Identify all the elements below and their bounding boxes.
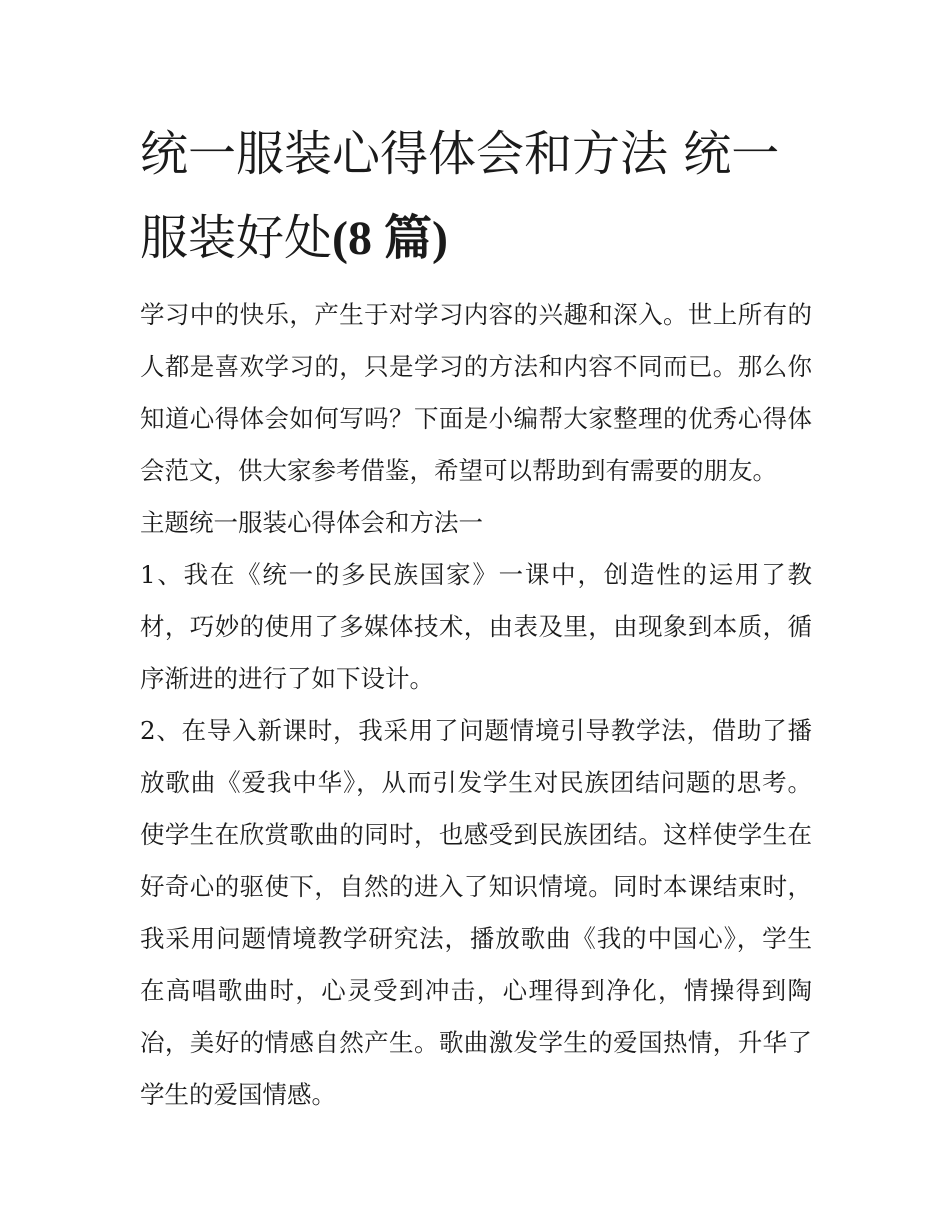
section-heading: 主题统一服装心得体会和方法一 — [140, 508, 483, 537]
intro-paragraph: 学习中的快乐，产生于对学习内容的兴趣和深入。世上所有的人都是喜欢学习的，只是学习的方法和内容不同而已。那么你知道心得体会如何写吗？下面是小编帮大家整理的优秀心得体会范文，供大家参考借鉴，希望可以帮助到有需要的朋友。 — [140, 300, 812, 485]
point-2-paragraph: 2、在导入新课时，我采用了问题情境引导教学法，借助了播放歌曲《爱我中华》，从而引发学生对民族团结问题的思考。使学生在欣赏歌曲的同时，也感受到民族团结。这样使学生在好奇心的驱使下，自然的进入了知识情境。同时本课结束时，我采用问题情境教学研究法，播放歌曲《我的中国心》，学生在高唱歌曲时，心灵受到冲击，心理得到净化，情操得到陶冶，美好的情感自然产生。歌曲激发学生的爱国热情，升华了学生的爱国情感。 — [140, 716, 812, 1109]
document-page — [140, 112, 812, 1121]
document-title — [140, 112, 812, 281]
title-count: (8 篇) — [332, 212, 448, 265]
title-text: 统一服装心得体会和方法 统一服装好处 — [140, 126, 780, 266]
point-1-paragraph: 1、我在《统一的多民族国家》一课中，创造性的运用了教材，巧妙的使用了多媒体技术，由表及里，由现象到本质，循序渐进的进行了如下设计。 — [140, 560, 812, 693]
